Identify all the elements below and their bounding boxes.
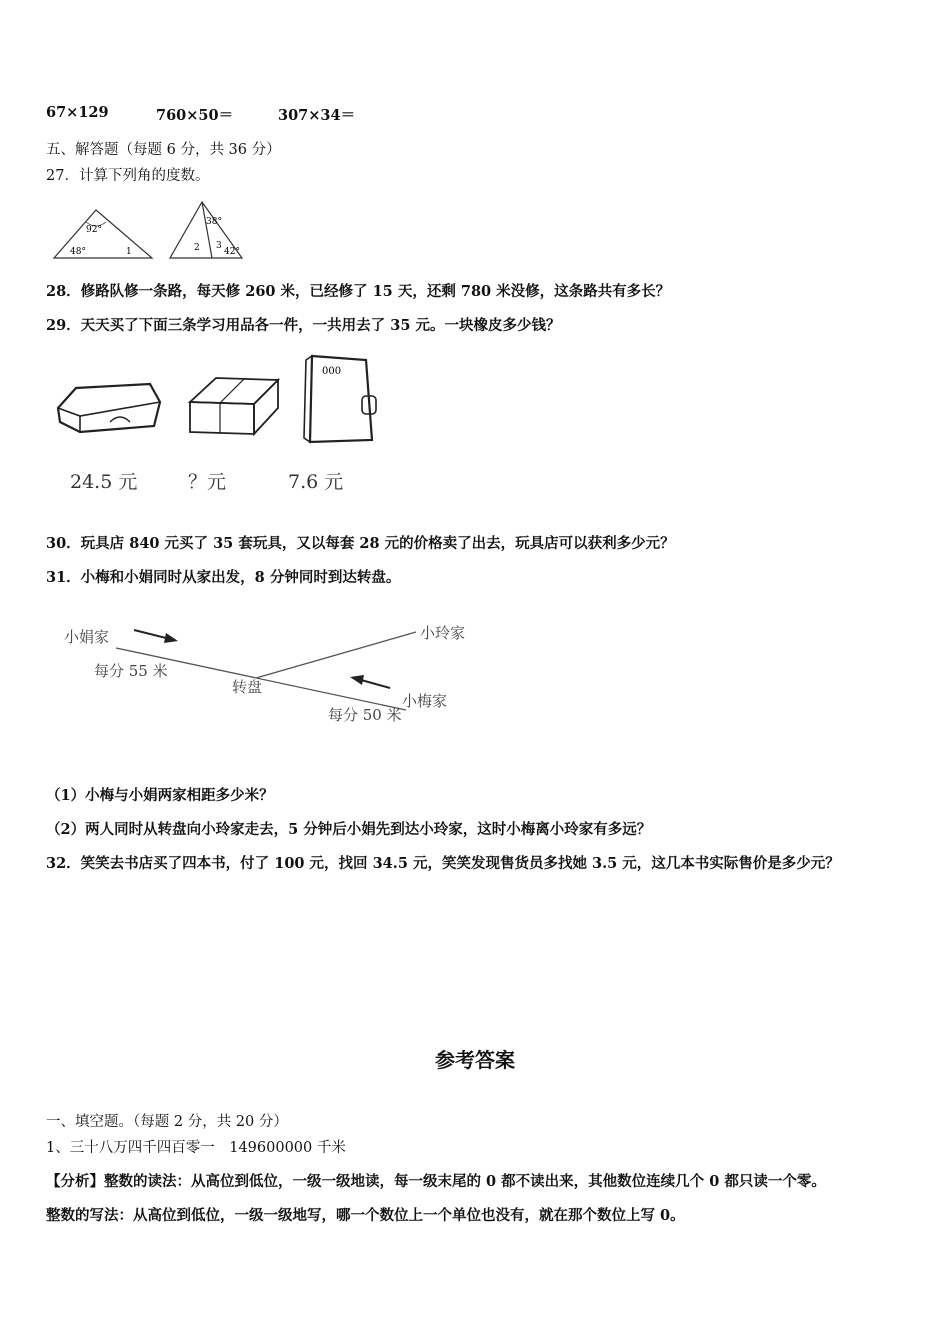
eraser-icon — [190, 378, 278, 434]
xiaomei-home-label: 小梅家 — [402, 692, 448, 710]
calc-item-2: 760×50＝ — [156, 107, 234, 124]
answers-section1-heading: 一、填空题。（每题 2 分，共 20 分） — [46, 1114, 288, 1130]
triangle-2-angle-3: 3 — [216, 241, 222, 251]
calc-row — [46, 104, 446, 124]
triangle-1 — [54, 210, 152, 258]
xiaoling-home-label: 小玲家 — [420, 624, 466, 642]
analysis-reading: 【分析】整数的读法：从高位到低位，一级一级地读，每一级末尾的 0 都不读出来，其他数位连续几个 0 都只读一个零。 — [46, 1173, 826, 1190]
stationery-figure — [50, 346, 390, 496]
notebook-icon — [304, 356, 376, 442]
arrow-from-xiaomei — [350, 675, 390, 688]
eraser-price: ？元 — [188, 471, 227, 493]
notebook-label: 000 — [322, 366, 342, 377]
arrow-from-xiaojuan — [134, 630, 178, 643]
question-29: 29．天天买了下面三条学习用品各一件，一共用去了 35 元。一块橡皮多少钱？ — [46, 317, 561, 334]
calc-item-3: 307×34＝ — [278, 107, 356, 124]
pencil-case-icon — [58, 384, 160, 432]
triangle-1-top-angle: 92° — [86, 225, 102, 235]
question-31-2: （2）两人同时从转盘向小玲家走去，5 分钟后小娟先到达小玲家，这时小梅离小玲家有多远？ — [46, 821, 652, 838]
speed-50-label: 每分 50 米 — [328, 706, 402, 724]
triangle-1-right-angle: 1 — [126, 247, 132, 257]
pencil-case-price: 24.5 元 — [70, 471, 138, 493]
triangle-2 — [170, 202, 242, 258]
notebook-price: 7.6 元 — [288, 471, 344, 493]
calc-item-1: 67×129 — [46, 104, 109, 121]
angle-triangles-figure — [50, 196, 260, 262]
route-map-figure — [56, 614, 486, 734]
xiaojuan-home-label: 小娟家 — [64, 628, 110, 646]
triangle-2-right-angle: 42° — [224, 247, 240, 257]
question-27: 27．计算下列角的度数。 — [46, 168, 210, 184]
triangle-2-angle-2: 2 — [194, 243, 200, 253]
question-31-1: （1）小梅与小娟两家相距多少米？ — [46, 787, 274, 804]
speed-55-label: 每分 55 米 — [94, 662, 168, 680]
question-31: 31．小梅和小娟同时从家出发，8 分钟同时到达转盘。 — [46, 569, 401, 586]
analysis-writing: 整数的写法：从高位到低位，一级一级地写，哪一个数位上一个单位也没有，就在那个数位上写 0。 — [46, 1207, 685, 1224]
triangle-1-left-angle: 48° — [70, 247, 86, 257]
answers-title: 参考答案 — [435, 1048, 515, 1072]
triangle-2-top-angle: 38° — [206, 217, 222, 227]
question-32: 32．笑笑去书店买了四本书，付了 100 元，找回 34.5 元，笑笑发现售货员多找她 3.5 元，这几本书实际售价是多少元？ — [46, 855, 840, 872]
answer-1: 1、三十八万四千四百零一 149600000 千米 — [46, 1140, 346, 1156]
question-28: 28．修路队修一条路，每天修 260 米，已经修了 15 天，还剩 780 米没修，这条路共有多长？ — [46, 283, 671, 300]
section5-heading: 五、解答题（每题 6 分，共 36 分） — [46, 142, 281, 158]
roundabout-label: 转盘 — [232, 678, 263, 696]
question-30: 30．玩具店 840 元买了 35 套玩具，又以每套 28 元的价格卖了出去，玩具店可以获利多少元？ — [46, 535, 675, 552]
